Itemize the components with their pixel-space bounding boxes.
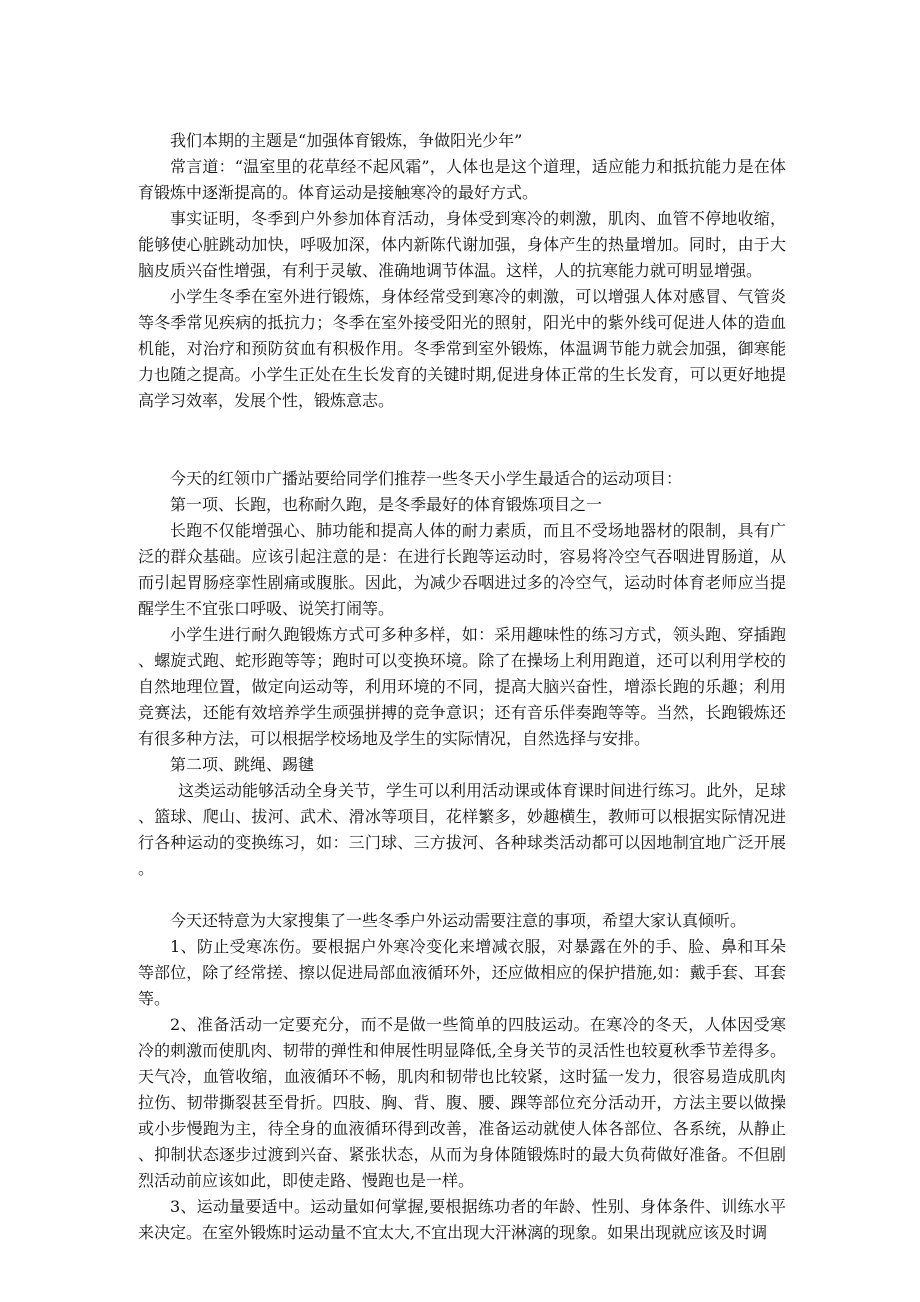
section-spacer (138, 882, 786, 908)
radio-intro: 今天的红领巾广播站要给同学们推荐一些冬天小学生最适合的运动项目： (170, 469, 683, 488)
paragraph-facts: 事实证明，冬季到户外参加体育活动，身体受到寒冷的刺激，肌肉、血管不停地收缩，能够使心脏跳动加快，呼吸加深，体内新陈代谢加强，身体产生的热量增加。同时，由于大脑皮质兴奋性增强，有利于灵敏、准确地调节体温。这样，人的抗寒能力就可明显增强。 (138, 209, 786, 280)
section-spacer (138, 414, 786, 466)
notes-intro: 今天还特意为大家搜集了一些冬季户外运动需要注意的事项，希望大家认真倾听。 (170, 911, 747, 930)
paragraph-proverb: 常言道：“温室里的花草经不起风霜”，人体也是这个道理，适应能力和抵抗能力是在体育锻炼中逐渐提高的。体育运动是接触寒冷的最好方式。 (138, 157, 786, 202)
item2-paragraph: 这类运动能够活动全身关节，学生可以利用活动课或体育课时间进行练习。此外，足球、篮球、爬山、拔河、武术、滑冰等项目，花样繁多，妙趣横生，教师可以根据实际情况进行各种运动的变换练习，如：三门球、三方拔河、各种球类活动都可以因地制宜地广泛开展。 (138, 781, 787, 878)
document-page (138, 128, 786, 1246)
note-1: 1、防止受寒冻伤。要根据户外寒冷变化来增减衣服，对暴露在外的手、脸、鼻和耳朵等部位，除了经常搓、擦以促进局部血液循环外，还应做相应的保护措施,如：戴手套、耳套等。 (138, 937, 786, 1008)
item1-paragraph-1: 长跑不仅能增强心、肺功能和提高人体的耐力素质，而且不受场地器材的限制，具有广泛的群众基础。应该引起注意的是：在进行长跑等运动时，容易将冷空气吞咽进胃肠道，从而引起胃肠痉挛性剧痛或腹胀。因此，为减少吞咽进过多的冷空气，运动时体育老师应当提醒学生不宜张口呼吸、说笑打闹等。 (138, 521, 786, 618)
note-2: 2、准备活动一定要充分，而不是做一些简单的四肢运动。在寒冷的冬天，人体因受寒冷的刺激而使肌肉、韧带的弹性和伸展性明显降低,全身关节的灵活性也较夏秋季节差得多。天气冷，血管收缩，血液循环不畅，肌肉和韧带也比较紧，这时猛一发力，很容易造成肌肉拉伤、韧带撕裂甚至骨折。四肢、胸、背、腹、腰、踝等部位充分活动开，方法主要以做操或小步慢跑为主，待全身的血液循环得到改善，准备运动就使人体各部位、各系统，从静止、抑制状态逐步过渡到兴奋、紧张状态，从而为身体随锻炼时的最大负荷做好准备。不但剧烈活动前应该如此，即使走路、慢跑也是一样。 (138, 1015, 786, 1190)
paragraph-winter-exercise: 小学生冬季在室外进行锻炼，身体经常受到寒冷的刺激，可以增强人体对感冒、气管炎等冬季常见疾病的抵抗力；冬季在室外接受阳光的照射，阳光中的紫外线可促进人体的造血机能，对治疗和预防贫血有积极作用。冬季常到室外锻炼，体温调节能力就会加强，御寒能力也随之提高。小学生正处在生长发育的关键时期,促进身体正常的生长发育，可以更好地提高学习效率，发展个性，锻炼意志。 (138, 287, 786, 410)
item2-title: 第二项、跳绳、踢毽 (170, 755, 315, 774)
item1-title: 第一项、长跑，也称耐久跑，是冬季最好的体育锻炼项目之一 (170, 495, 603, 514)
theme-line: 我们本期的主题是“加强体育锻炼，争做阳光少年” (170, 131, 523, 150)
item1-paragraph-2: 小学生进行耐久跑锻炼方式可多种多样，如：采用趣味性的练习方式，领头跑、穿插跑、螺旋式跑、蛇形跑等等；跑时可以变换环境。除了在操场上利用跑道，还可以利用学校的自然地理位置，做定向运动等，利用环境的不同，提高大脑兴奋性，增添长跑的乐趣；利用竞赛法，还能有效培养学生顽强拼搏的竞争意识；还有音乐伴奏跑等等。当然，长跑锻炼还有很多种方法，可以根据学校场地及学生的实际情况，自然选择与安排。 (138, 625, 786, 748)
note-3: 3、运动量要适中。运动量如何掌握,要根据练功者的年龄、性别、身体条件、训练水平来决定。在室外锻炼时运动量不宜太大,不宜出现大汗淋漓的现象。如果出现就应该及时调 (138, 1197, 786, 1242)
